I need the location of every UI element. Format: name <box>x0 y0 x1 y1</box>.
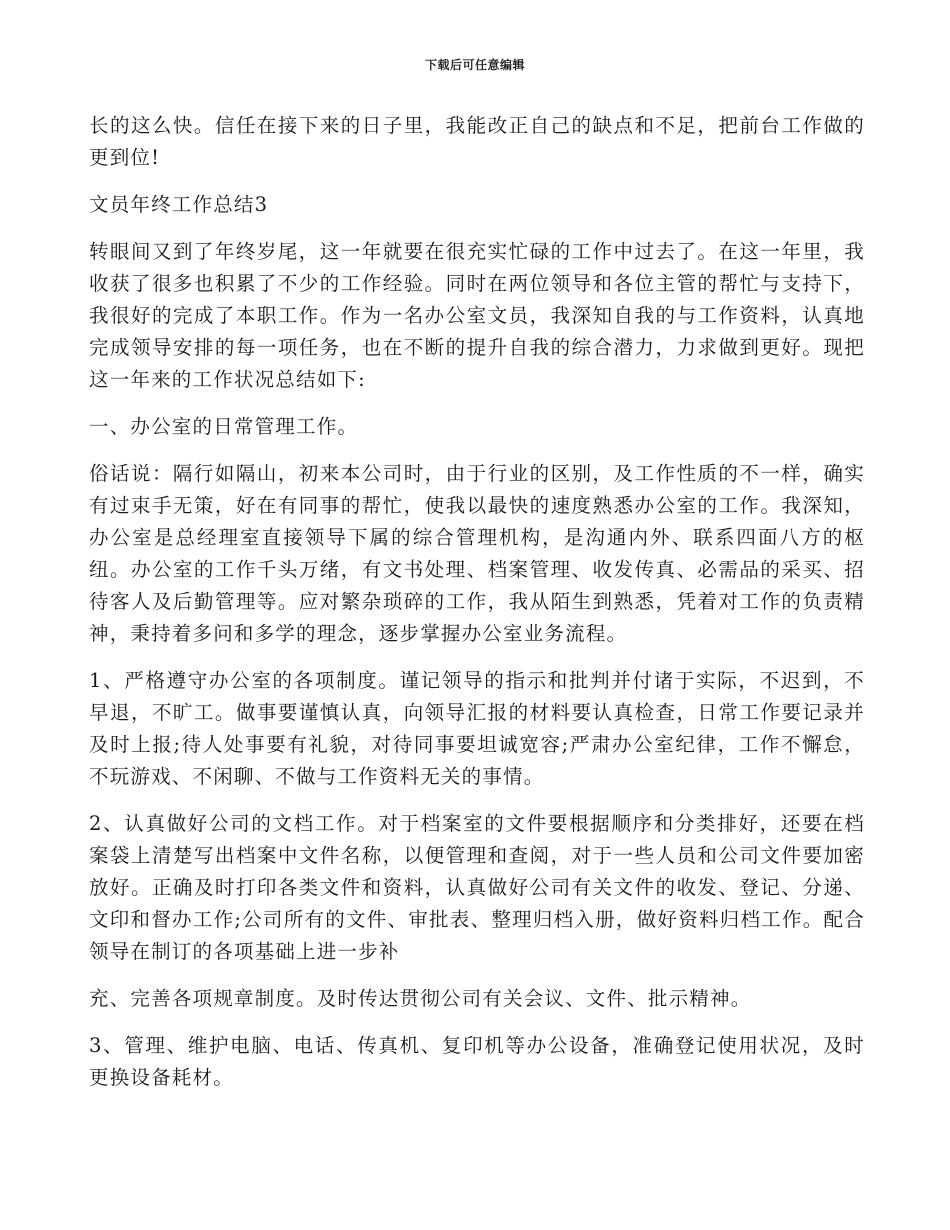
paragraph-item-2-continued: 充、完善各项规章制度。及时传达贯彻公司有关会议、文件、批示精神。 <box>89 987 752 1010</box>
document-body <box>89 110 865 1109</box>
paragraph-office-overview: 俗话说：隔行如隔山，初来本公司时，由于行业的区别，及工作性质的不一样，确实有过束手无策，好在有同事的帮忙，使我以最快的速度熟悉办公室的工作。我深知，办公室是总经理室直接领导下属的综合管理机构，是沟通内外、联系四面八方的枢纽。办公室的工作千头万绪，有文书处理、档案管理、收发传真、必需品的采买、招待客人及后勤管理等。应对繁杂琐碎的工作，我从陌生到熟悉，凭着对工作的负责精神，秉持着多问和多学的理念，逐步掌握办公室业务流程。 <box>89 462 865 645</box>
paragraph-continuation: 长的这么快。信任在接下来的日子里，我能改正自己的缺点和不足，把前台工作做的更到位! <box>89 114 865 169</box>
paragraph-item-2: 2、认真做好公司的文档工作。对于档案室的文件要根据顺序和分类排好，还要在档案袋上清楚写出档案中文件名称，以便管理和查阅，对于一些人员和公司文件要加密放好。正确及时打印各类文件和资料，认真做好公司有关文件的收发、登记、分递、文印和督办工作;公司所有的文件、审批表、整理归档入册，做好资料归档工作。配合领导在制订的各项基础上进一步补 <box>89 812 865 963</box>
section-heading-1: 一、办公室的日常管理工作。 <box>89 415 359 438</box>
page-header: 下载后可任意编辑 <box>424 58 525 72</box>
paragraph-intro: 转眼间又到了年终岁尾，这一年就要在很充实忙碌的工作中过去了。在这一年里，我收获了很多也积累了不少的工作经验。同时在两位领导和各位主管的帮忙与支持下，我很好的完成了本职工作。作为一名办公室文员，我深知自我的与工作资料，认真地完成领导安排的每一项任务，也在不断的提升自我的综合潜力，力求做到更好。现把这一年来的工作状况总结如下: <box>89 240 865 391</box>
paragraph-item-1: 1、严格遵守办公室的各项制度。谨记领导的指示和批判并付诸于实际，不迟到，不早退，不旷工。做事要谨慎认真，向领导汇报的材料要认真检查，日常工作要记录并及时上报;待人处事要有礼貌，对待同事要坦诚宽容;严肃办公室纪律，工作不懈怠，不玩游戏、不闲聊、不做与工作资料无关的事情。 <box>89 669 865 788</box>
section-title: 文员年终工作总结3 <box>89 193 269 216</box>
paragraph-item-3: 3、管理、维护电脑、电话、传真机、复印机等办公设备，准确登记使用状况，及时更换设备耗材。 <box>89 1034 865 1089</box>
